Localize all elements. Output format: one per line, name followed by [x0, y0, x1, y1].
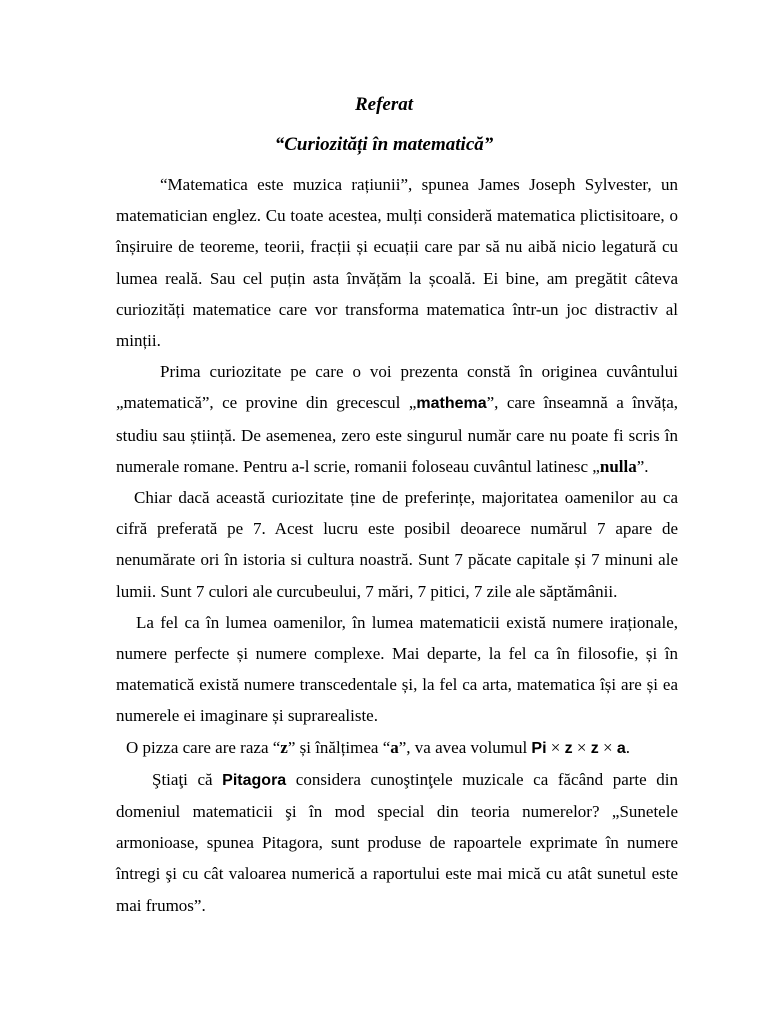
bold-term: z [564, 739, 573, 757]
document-title: Referat [354, 94, 414, 115]
bold-term: z [590, 739, 599, 757]
paragraph-text: ” și înălțimea “ [287, 737, 391, 757]
bold-term: a [616, 739, 626, 757]
paragraph-text: considera cunoştinţele muzicale ca făcând parte din domeniul matematicii şi în mod special din teoria numerelor? „Sunetele armonioase, spunea Pitagora, sunt produse de rapoartele exprimate în numere întregi şi cu cât valoarea numerică a raportului este mai mică cu atât sunetul este mai frumos”. [116, 769, 679, 915]
bold-term: Pi [531, 739, 547, 757]
document-body [116, 169, 678, 921]
paragraph [116, 356, 678, 482]
paragraph-text: “Matematica este muzica rațiunii”, spunea James Joseph Sylvester, un matematician englez. Cu toate acestea, mulți consideră matematica plictisitoare, o înșiruire de teoreme, teorii, fracții și ecuații care par să nu aibă nicio legatură cu lumea reală. Sau cel puțin asta învățăm la școală. Ei bine, am pregătit câteva curiozități matematice care vor transforma matematica într-un joc distractiv al minții. [116, 175, 678, 351]
document-subtitle: “Curiozități în matematică” [274, 134, 494, 155]
paragraph-text: × [572, 737, 591, 757]
paragraph [116, 732, 678, 764]
paragraph [116, 169, 678, 356]
paragraph [116, 764, 678, 921]
paragraph-text: ”, care înseamnă a învăța, studiu sau știință. De asemenea, zero este singurul număr care nu poate fi scris în numerale romane. Pentru a-l scrie, romanii foloseau cuvântul latinesc „ [116, 393, 678, 476]
bold-term: z [280, 737, 288, 757]
paragraph-text: Chiar dacă această curiozitate ține de preferințe, majoritatea oamenilor au ca cifră preferată pe 7. Acest lucru este posibil deoarece numărul 7 apare de nenumărate ori în istoria si cultura noastră. Sunt 7 păcate capitale și 7 minuni ale lumii. Sunt 7 culori ale curcubeului, 7 mări, 7 pitici, 7 zile ale săptămânii. [116, 488, 678, 601]
paragraph-text: O pizza care are raza “ [126, 737, 281, 757]
bold-term: a [390, 737, 399, 757]
paragraph-text: × [546, 737, 565, 757]
paragraph [116, 482, 678, 607]
paragraph-text: La fel ca în lumea oamenilor, în lumea matematicii există numere iraționale, numere perfecte și numere complexe. Mai departe, la fel ca în filosofie, și în matematică există numere transcedentale și, la fel ca arta, matematica își are și ea numerele ei imaginare și suprarealiste. [116, 612, 678, 726]
bold-term: nulla [599, 456, 637, 476]
paragraph-text: × [598, 737, 617, 757]
paragraph-text: Ştiaţi că [152, 769, 223, 789]
paragraph-text: Prima curiozitate pe care o voi prezenta constă în originea cuvântului „matematică”, ce provine din grecescul „ [116, 362, 678, 413]
bold-term: mathema [416, 395, 487, 413]
paragraph-text: . [625, 737, 630, 757]
paragraph-text: ”. [636, 456, 649, 476]
paragraph-text: ”, va avea volumul [398, 737, 532, 757]
paragraph [116, 607, 678, 732]
bold-term: Pitagora [222, 771, 287, 789]
